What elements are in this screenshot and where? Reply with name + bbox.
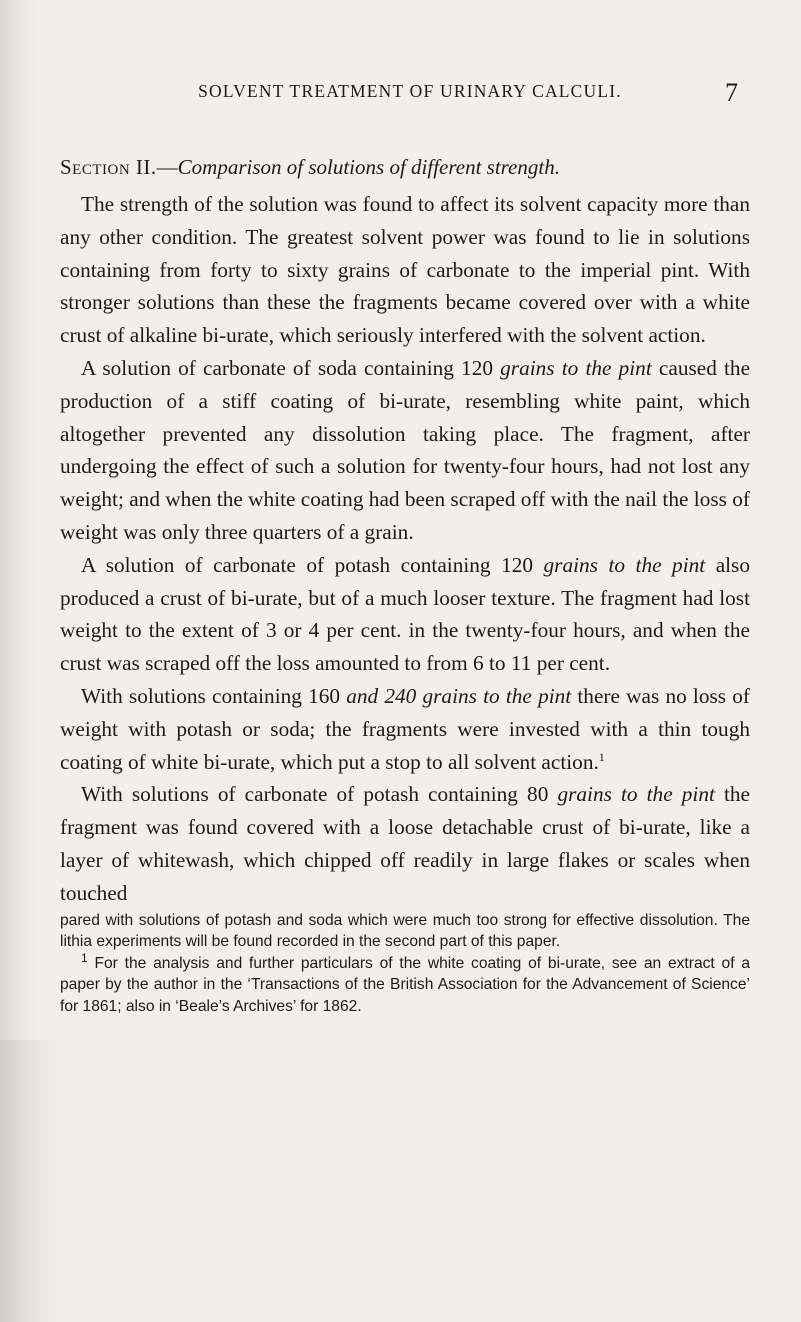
paragraph-4-text-b: there was no loss of weight with potash or soda; the fragments were invested with a thin tough coating of white bi-urate, which put a stop to all solvent action. <box>60 683 750 774</box>
paragraph-4-emphasis: and 240 grains to the pint <box>346 683 572 708</box>
running-head: SOLVENT TREATMENT OF URINARY CALCULI. <box>198 81 622 101</box>
paragraph-2-emphasis: grains to the pint <box>500 355 652 380</box>
paragraph-5-text-a: With solutions of carbonate of potash containing 80 <box>81 782 558 807</box>
paragraph-2-text-b: caused the production of a stiff coating of bi-urate, resembling white paint, which altogether prevented any dissolution taking place. The fragment, after undergoing the effect of such a solution for twenty-four hours, had not lost any weight; and when the white coating had been scraped off with the nail the loss of weight was only three quarters of a grain. <box>60 355 751 544</box>
section-dash: — <box>156 155 178 179</box>
paragraph-2 <box>60 352 750 549</box>
footnote <box>60 950 750 1018</box>
paragraph-3-text-a: A solution of carbonate of potash containing 120 <box>81 552 544 577</box>
text-block <box>60 150 750 1018</box>
paragraph-5-emphasis: grains to the pint <box>557 782 715 807</box>
footnote-text: For the analysis and further particulars of the white coating of bi-urate, see an extract of a paper by the author in the ‘Transactions of the British Association for the Advancement of Science’ for 1861; also in ‘Beale’s Archives’ for 1862. <box>60 954 750 1015</box>
paragraph-3-emphasis: grains to the pint <box>543 552 706 577</box>
paragraph-3 <box>60 549 750 680</box>
paragraph-1: The strength of the solution was found to affect its solvent capacity more than any other condition. The greatest solvent power was found to lie in solutions containing from forty to sixty grains of carbonate to the imperial pint. With stronger solutions than these the fragments became covered over with a white crust of alkaline bi-urate, which seriously interfered with the solvent action. <box>60 192 750 348</box>
footnote-reference: 1 <box>598 749 605 764</box>
paragraph-5 <box>60 778 750 909</box>
section-heading <box>60 150 750 184</box>
paragraph-3-text-b: also produced a crust of bi-urate, but of a much looser texture. The fragment had lost weight to the extent of 3 or 4 per cent. in the twenty-four hours, and when the crust was scraped off the loss amounted to from 6 to 11 per cent. <box>60 552 750 676</box>
paragraph-4 <box>60 680 750 778</box>
section-label: Section II. <box>60 155 157 179</box>
section-title: Comparison of solutions of different strength. <box>177 155 560 179</box>
page-edge-shadow-bottom <box>0 1040 60 1322</box>
footnote-marker: 1 <box>81 950 88 965</box>
paragraph-4-text-a: With solutions containing 160 <box>81 683 347 708</box>
paragraph-5-text-b: the fragment was found covered with a loose detachable crust of bi-urate, like a layer of whitewash, which chipped off readily in large flakes or scales when touched <box>60 782 751 905</box>
continued-small-text: pared with solutions of potash and soda which were much too strong for effective dissolution. The lithia experiments will be found recorded in the second part of this paper. <box>60 911 750 951</box>
paragraph-2-text-a: A solution of carbonate of soda containing 120 <box>81 355 501 380</box>
page-number: 7 <box>725 78 738 107</box>
